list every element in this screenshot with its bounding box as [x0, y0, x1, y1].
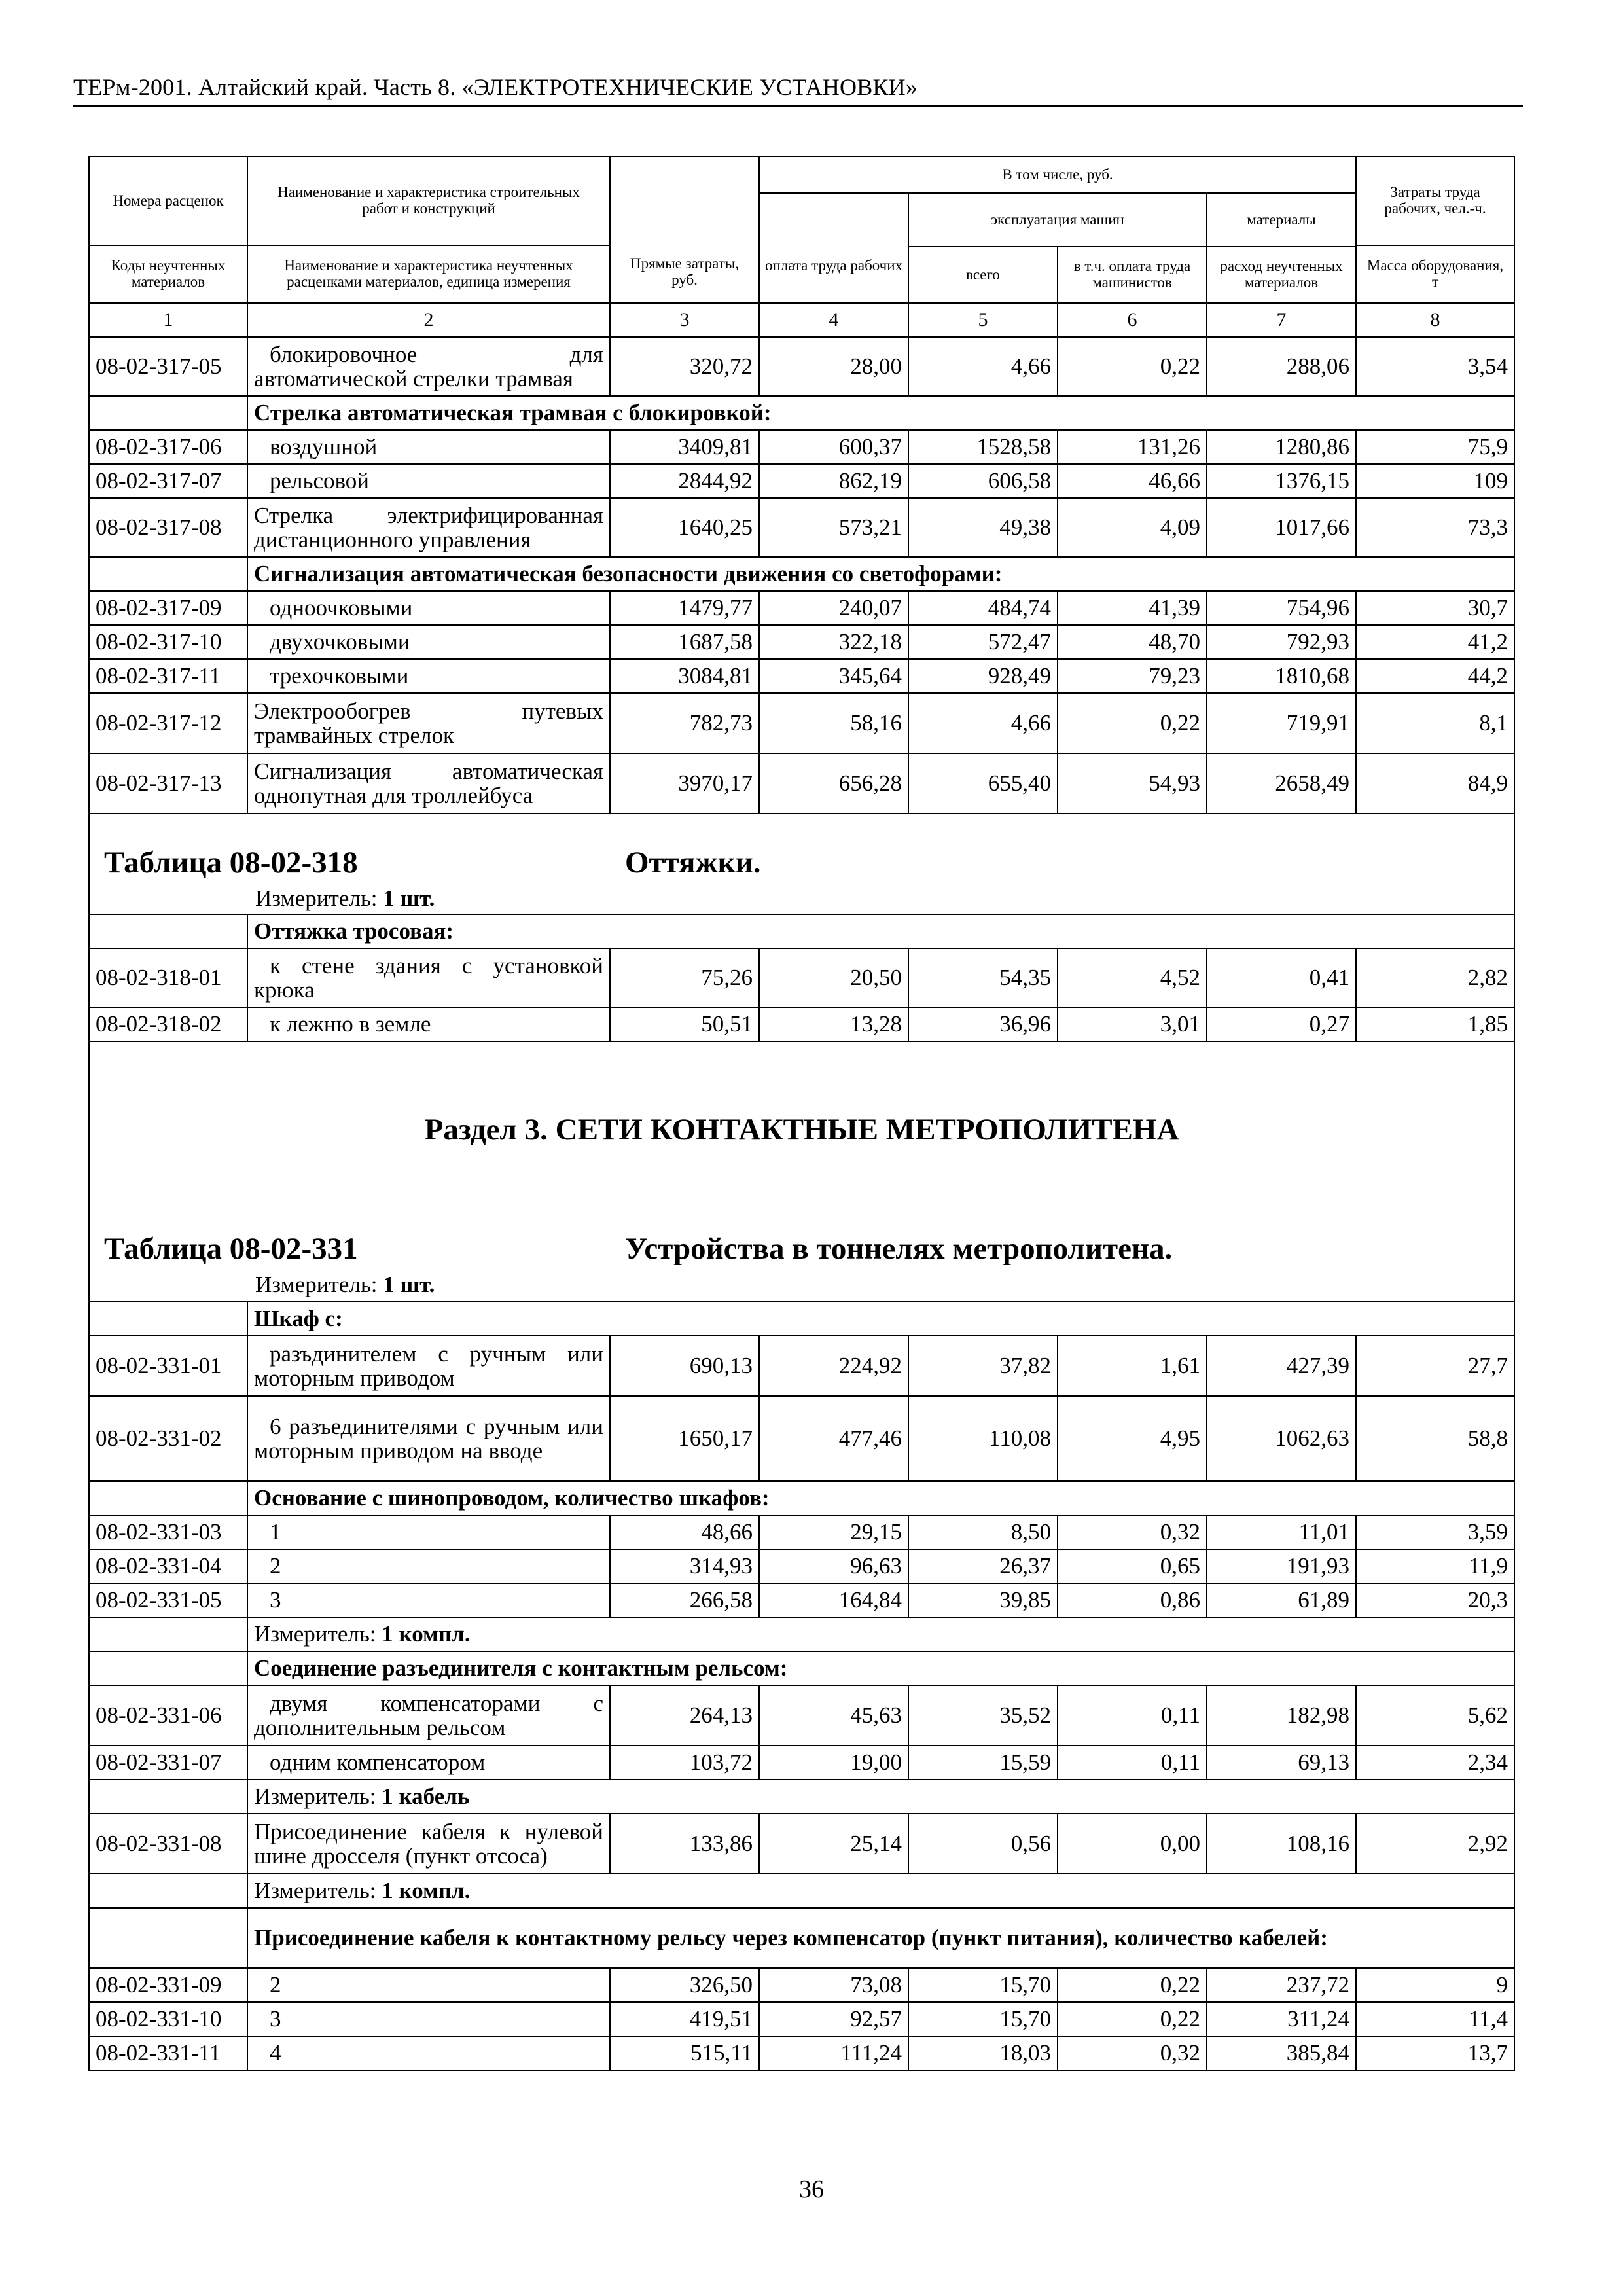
rate-description: рельсовой — [247, 464, 610, 498]
caption-spacer — [89, 1651, 247, 1685]
labor-pay: 862,19 — [759, 464, 908, 498]
materials: 2658,49 — [1207, 753, 1356, 814]
rate-description: 3 — [247, 2002, 610, 2036]
rate-description: трехочковыми — [247, 659, 610, 693]
unit-caption — [247, 1874, 1514, 1908]
direct-costs: 314,93 — [610, 1549, 759, 1583]
materials: 385,84 — [1207, 2036, 1356, 2070]
rate-code: 08-02-331-06 — [89, 1685, 247, 1746]
group-caption: Стрелка автоматическая трамвая с блокировкой: — [247, 396, 1514, 430]
labor-cost: 73,3 — [1356, 498, 1514, 557]
machines-total: 0,56 — [908, 1814, 1058, 1874]
direct-costs: 266,58 — [610, 1583, 759, 1617]
table-row — [89, 1396, 1514, 1481]
labor-cost: 3,59 — [1356, 1515, 1514, 1549]
table-318-number: Таблица 08-02-318 — [104, 846, 358, 880]
machines-total: 18,03 — [908, 2036, 1058, 2070]
machines-operators-pay: 4,52 — [1058, 948, 1207, 1007]
unit-value: 1 компл. — [382, 1878, 471, 1904]
direct-costs: 3409,81 — [610, 430, 759, 464]
machines-total: 15,70 — [908, 1968, 1058, 2002]
labor-pay: 477,46 — [759, 1396, 908, 1481]
rate-description: Стрелка электрифицированная дистанционного управления — [247, 498, 610, 557]
unit-label: Измеритель: — [254, 1878, 376, 1904]
rate-code: 08-02-331-07 — [89, 1746, 247, 1780]
direct-costs: 50,51 — [610, 1007, 759, 1041]
table-331-number: Таблица 08-02-331 — [104, 1232, 358, 1266]
labor-pay: 164,84 — [759, 1583, 908, 1617]
machines-total: 8,50 — [908, 1515, 1058, 1549]
labor-pay: 96,63 — [759, 1549, 908, 1583]
labor-cost: 75,9 — [1356, 430, 1514, 464]
table-331-unit — [255, 1272, 435, 1297]
machines-total: 39,85 — [908, 1583, 1058, 1617]
labor-cost: 3,54 — [1356, 337, 1514, 396]
materials: 69,13 — [1207, 1746, 1356, 1780]
labor-cost: 11,4 — [1356, 2002, 1514, 2036]
machines-operators-pay: 0,32 — [1058, 1515, 1207, 1549]
rate-description: Сигнализация автоматическая однопутная для троллейбуса — [247, 753, 610, 814]
unit-row — [89, 1874, 1514, 1908]
machines-operators-pay: 0,22 — [1058, 1968, 1207, 2002]
rate-description: 2 — [247, 1968, 610, 2002]
header-rule — [73, 105, 1523, 107]
rate-description: блокировочное для автоматической стрелки трамвая — [247, 337, 610, 396]
caption-row — [89, 1481, 1514, 1515]
machines-total: 54,35 — [908, 948, 1058, 1007]
table-row — [89, 1336, 1514, 1396]
labor-cost: 9 — [1356, 1968, 1514, 2002]
materials: 719,91 — [1207, 693, 1356, 753]
machines-operators-pay: 3,01 — [1058, 1007, 1207, 1041]
labor-cost: 84,9 — [1356, 753, 1514, 814]
rate-description: к стене здания с установкой крюка — [247, 948, 610, 1007]
labor-pay: 28,00 — [759, 337, 908, 396]
header-machines-total: всего — [908, 247, 1058, 303]
labor-cost: 1,85 — [1356, 1007, 1514, 1041]
direct-costs: 320,72 — [610, 337, 759, 396]
machines-operators-pay: 0,22 — [1058, 693, 1207, 753]
rate-description: одноочковыми — [247, 591, 610, 625]
rate-description: Присоединение кабеля к нулевой шине дросселя (пункт отсоса) — [247, 1814, 610, 1874]
machines-total: 36,96 — [908, 1007, 1058, 1041]
materials: 311,24 — [1207, 2002, 1356, 2036]
materials: 1062,63 — [1207, 1396, 1356, 1481]
col-number: 5 — [908, 303, 1058, 337]
labor-pay: 322,18 — [759, 625, 908, 659]
rate-code: 08-02-331-05 — [89, 1583, 247, 1617]
rate-code: 08-02-317-06 — [89, 430, 247, 464]
rate-description: двумя компенсаторами с дополнительным рельсом — [247, 1685, 610, 1746]
caption-spacer — [89, 1874, 247, 1908]
page-number: 36 — [799, 2176, 824, 2203]
labor-pay: 25,14 — [759, 1814, 908, 1874]
machines-operators-pay: 0,22 — [1058, 2002, 1207, 2036]
labor-pay: 240,07 — [759, 591, 908, 625]
table-row — [89, 498, 1514, 557]
rate-code: 08-02-317-10 — [89, 625, 247, 659]
group-caption: Присоединение кабеля к контактному рельсу через компенсатор (пункт питания), количество кабелей: — [247, 1908, 1514, 1968]
unit-caption — [247, 1617, 1514, 1651]
rate-code: 08-02-331-01 — [89, 1336, 247, 1396]
labor-pay: 224,92 — [759, 1336, 908, 1396]
table-row — [89, 693, 1514, 753]
header-labor-cost — [1356, 156, 1514, 303]
header-incl: В том числе, руб. — [759, 156, 1356, 193]
table-row — [89, 753, 1514, 814]
direct-costs: 690,13 — [610, 1336, 759, 1396]
machines-operators-pay: 4,09 — [1058, 498, 1207, 557]
caption-spacer — [89, 557, 247, 591]
labor-pay: 45,63 — [759, 1685, 908, 1746]
rate-description: одним компенсатором — [247, 1746, 610, 1780]
caption-row — [89, 396, 1514, 430]
rate-code: 08-02-317-12 — [89, 693, 247, 753]
machines-total: 484,74 — [908, 591, 1058, 625]
machines-operators-pay: 41,39 — [1058, 591, 1207, 625]
labor-cost: 41,2 — [1356, 625, 1514, 659]
table-row — [89, 625, 1514, 659]
header-direct-costs — [610, 156, 759, 303]
caption-row — [89, 1651, 1514, 1685]
materials: 108,16 — [1207, 1814, 1356, 1874]
labor-pay: 600,37 — [759, 430, 908, 464]
direct-costs: 3970,17 — [610, 753, 759, 814]
table-row — [89, 1746, 1514, 1780]
header-names — [247, 156, 610, 303]
unit-value: 1 шт. — [383, 886, 435, 911]
rate-description: 3 — [247, 1583, 610, 1617]
machines-total: 15,59 — [908, 1746, 1058, 1780]
col-number: 2 — [247, 303, 610, 337]
machines-operators-pay: 0,22 — [1058, 337, 1207, 396]
rate-description: двухочковыми — [247, 625, 610, 659]
materials: 1376,15 — [1207, 464, 1356, 498]
rate-code: 08-02-318-02 — [89, 1007, 247, 1041]
labor-cost: 13,7 — [1356, 2036, 1514, 2070]
table-row — [89, 1007, 1514, 1041]
rate-description: 4 — [247, 2036, 610, 2070]
rate-code: 08-02-331-11 — [89, 2036, 247, 2070]
rates-table — [88, 156, 1515, 2071]
table-row — [89, 2002, 1514, 2036]
machines-total: 1528,58 — [908, 430, 1058, 464]
machines-total: 4,66 — [908, 337, 1058, 396]
labor-pay: 13,28 — [759, 1007, 908, 1041]
rate-code: 08-02-331-04 — [89, 1549, 247, 1583]
table-row — [89, 591, 1514, 625]
rate-code: 08-02-317-08 — [89, 498, 247, 557]
group-caption: Сигнализация автоматическая безопасности движения со светофорами: — [247, 557, 1514, 591]
materials: 0,27 — [1207, 1007, 1356, 1041]
unit-value: 1 кабель — [382, 1784, 470, 1810]
caption-spacer — [89, 1908, 247, 1968]
table-row — [89, 1549, 1514, 1583]
header-col1-bottom: Коды неучтенных материалов — [111, 257, 226, 290]
rate-description: Электрообогрев путевых трамвайных стрелок — [247, 693, 610, 753]
materials: 11,01 — [1207, 1515, 1356, 1549]
materials: 237,72 — [1207, 1968, 1356, 2002]
machines-total: 49,38 — [908, 498, 1058, 557]
direct-costs: 3084,81 — [610, 659, 759, 693]
header-machines: эксплуатация машин — [908, 193, 1207, 247]
table-row — [89, 1814, 1514, 1874]
table-row — [89, 1515, 1514, 1549]
group-caption: Оттяжка тросовая: — [247, 914, 1514, 948]
machines-total: 4,66 — [908, 693, 1058, 753]
direct-costs: 264,13 — [610, 1685, 759, 1746]
header-labor-pay-text: оплата труда рабочих — [764, 257, 903, 274]
table-row — [89, 1685, 1514, 1746]
direct-costs: 326,50 — [610, 1968, 759, 2002]
machines-operators-pay: 0,11 — [1058, 1685, 1207, 1746]
machines-operators-pay: 131,26 — [1058, 430, 1207, 464]
machines-total: 606,58 — [908, 464, 1058, 498]
labor-cost: 2,92 — [1356, 1814, 1514, 1874]
materials: 1810,68 — [1207, 659, 1356, 693]
direct-costs: 75,26 — [610, 948, 759, 1007]
direct-costs: 1640,25 — [610, 498, 759, 557]
labor-pay: 573,21 — [759, 498, 908, 557]
materials: 427,39 — [1207, 1336, 1356, 1396]
direct-costs: 1479,77 — [610, 591, 759, 625]
rate-code: 08-02-317-09 — [89, 591, 247, 625]
col-number: 1 — [89, 303, 247, 337]
materials: 191,93 — [1207, 1549, 1356, 1583]
header-col1-top: Номера расценок — [90, 157, 247, 246]
rate-code: 08-02-331-09 — [89, 1968, 247, 2002]
machines-operators-pay: 1,61 — [1058, 1336, 1207, 1396]
caption-spacer — [89, 1780, 247, 1814]
unit-row — [89, 1617, 1514, 1651]
rate-code: 08-02-331-02 — [89, 1396, 247, 1481]
machines-operators-pay: 46,66 — [1058, 464, 1207, 498]
rate-code: 08-02-317-13 — [89, 753, 247, 814]
materials: 754,96 — [1207, 591, 1356, 625]
machines-operators-pay: 0,11 — [1058, 1746, 1207, 1780]
materials: 792,93 — [1207, 625, 1356, 659]
unit-label: Измеритель: — [255, 886, 378, 911]
table-row — [89, 2036, 1514, 2070]
unit-caption — [247, 1780, 1514, 1814]
labor-cost: 8,1 — [1356, 693, 1514, 753]
labor-cost: 58,8 — [1356, 1396, 1514, 1481]
machines-operators-pay: 0,32 — [1058, 2036, 1207, 2070]
col-number: 3 — [610, 303, 759, 337]
unit-row — [89, 1780, 1514, 1814]
header-labor-cost-text: Затраты труда рабочих, чел.-ч. — [1357, 157, 1514, 246]
rate-code: 08-02-317-05 — [89, 337, 247, 396]
machines-total: 35,52 — [908, 1685, 1058, 1746]
machines-total: 26,37 — [908, 1549, 1058, 1583]
running-head: ТЕРм-2001. Алтайский край. Часть 8. «ЭЛЕКТРОТЕХНИЧЕСКИЕ УСТАНОВКИ» — [73, 74, 918, 100]
table-row — [89, 337, 1514, 396]
rate-description: к лежню в земле — [247, 1007, 610, 1041]
direct-costs: 1650,17 — [610, 1396, 759, 1481]
table-318-name: Оттяжки. — [625, 846, 761, 880]
machines-operators-pay: 54,93 — [1058, 753, 1207, 814]
labor-pay: 20,50 — [759, 948, 908, 1007]
table-title-row — [89, 814, 1514, 914]
direct-costs: 133,86 — [610, 1814, 759, 1874]
direct-costs: 515,11 — [610, 2036, 759, 2070]
materials: 0,41 — [1207, 948, 1356, 1007]
labor-pay: 19,00 — [759, 1746, 908, 1780]
rate-description: воздушной — [247, 430, 610, 464]
unit-label: Измеритель: — [254, 1621, 376, 1647]
labor-cost: 30,7 — [1356, 591, 1514, 625]
caption-row — [89, 1302, 1514, 1336]
machines-total: 110,08 — [908, 1396, 1058, 1481]
caption-row — [89, 914, 1514, 948]
labor-cost: 27,7 — [1356, 1336, 1514, 1396]
labor-cost: 2,82 — [1356, 948, 1514, 1007]
header-mass-text: Масса оборудования, т — [1366, 257, 1504, 290]
rate-description: 6 разъединителями с ручным или моторным приводом на вводе — [247, 1396, 610, 1481]
caption-spacer — [89, 1617, 247, 1651]
labor-cost: 2,34 — [1356, 1746, 1514, 1780]
unit-label: Измеритель: — [254, 1784, 376, 1810]
rate-description: 1 — [247, 1515, 610, 1549]
direct-costs: 48,66 — [610, 1515, 759, 1549]
header-codes — [89, 156, 247, 303]
col-number: 6 — [1058, 303, 1207, 337]
header-materials-bottom: расход неучтенных материалов — [1207, 247, 1356, 303]
direct-costs: 2844,92 — [610, 464, 759, 498]
table-318-unit — [255, 886, 435, 910]
labor-pay: 111,24 — [759, 2036, 908, 2070]
labor-pay: 656,28 — [759, 753, 908, 814]
group-caption: Соединение разъединителя с контактным рельсом: — [247, 1651, 1514, 1685]
rate-code: 08-02-331-08 — [89, 1814, 247, 1874]
caption-spacer — [89, 1481, 247, 1515]
table-row — [89, 1968, 1514, 2002]
labor-pay: 92,57 — [759, 2002, 908, 2036]
labor-cost: 44,2 — [1356, 659, 1514, 693]
labor-cost: 11,9 — [1356, 1549, 1514, 1583]
header-direct-costs-text: Прямые затраты, руб. — [630, 255, 740, 288]
caption-row — [89, 1908, 1514, 1968]
section-title-cell — [89, 1041, 1514, 1302]
machines-total: 655,40 — [908, 753, 1058, 814]
table-row — [89, 948, 1514, 1007]
rate-code: 08-02-317-11 — [89, 659, 247, 693]
labor-cost: 109 — [1356, 464, 1514, 498]
materials: 61,89 — [1207, 1583, 1356, 1617]
direct-costs: 1687,58 — [610, 625, 759, 659]
rate-code: 08-02-318-01 — [89, 948, 247, 1007]
header-col2-top: Наименование и характеристика строительных работ и конструкций — [248, 157, 609, 246]
col-number: 4 — [759, 303, 908, 337]
rate-description: разъдинителем с ручным или моторным приводом — [247, 1336, 610, 1396]
rate-code: 08-02-317-07 — [89, 464, 247, 498]
header-machines-incl: в т.ч. оплата труда машинистов — [1058, 247, 1207, 303]
unit-label: Измеритель: — [255, 1272, 378, 1297]
materials: 288,06 — [1207, 337, 1356, 396]
unit-value: 1 шт. — [383, 1272, 435, 1297]
materials: 182,98 — [1207, 1685, 1356, 1746]
section-title: Раздел 3. СЕТИ КОНТАКТНЫЕ МЕТРОПОЛИТЕНА — [424, 1113, 1179, 1147]
materials: 1280,86 — [1207, 430, 1356, 464]
table-row — [89, 430, 1514, 464]
rate-code: 08-02-331-03 — [89, 1515, 247, 1549]
header-labor-pay — [759, 193, 908, 303]
machines-operators-pay: 0,65 — [1058, 1549, 1207, 1583]
labor-pay: 58,16 — [759, 693, 908, 753]
table-row — [89, 659, 1514, 693]
group-caption: Основание с шинопроводом, количество шкафов: — [247, 1481, 1514, 1515]
caption-spacer — [89, 914, 247, 948]
machines-operators-pay: 48,70 — [1058, 625, 1207, 659]
table-318-title-cell — [89, 814, 1514, 914]
direct-costs: 419,51 — [610, 2002, 759, 2036]
caption-spacer — [89, 1302, 247, 1336]
caption-spacer — [89, 396, 247, 430]
table-331-name: Устройства в тоннелях метрополитена. — [625, 1232, 1173, 1266]
section-title-row — [89, 1041, 1514, 1302]
col-number: 7 — [1207, 303, 1356, 337]
rate-code: 08-02-331-10 — [89, 2002, 247, 2036]
header-materials: материалы — [1207, 193, 1356, 247]
labor-cost: 20,3 — [1356, 1583, 1514, 1617]
header-col2-bottom: Наименование и характеристика неучтенных расценками материалов, единица измерения — [284, 257, 573, 290]
unit-value: 1 компл. — [382, 1621, 471, 1647]
col-number: 8 — [1356, 303, 1514, 337]
labor-pay: 345,64 — [759, 659, 908, 693]
caption-row — [89, 557, 1514, 591]
machines-operators-pay: 0,00 — [1058, 1814, 1207, 1874]
machines-total: 572,47 — [908, 625, 1058, 659]
direct-costs: 103,72 — [610, 1746, 759, 1780]
labor-pay: 73,08 — [759, 1968, 908, 2002]
machines-operators-pay: 4,95 — [1058, 1396, 1207, 1481]
labor-cost: 5,62 — [1356, 1685, 1514, 1746]
group-caption: Шкаф с: — [247, 1302, 1514, 1336]
machines-total: 928,49 — [908, 659, 1058, 693]
materials: 1017,66 — [1207, 498, 1356, 557]
rate-description: 2 — [247, 1549, 610, 1583]
machines-total: 15,70 — [908, 2002, 1058, 2036]
machines-operators-pay: 0,86 — [1058, 1583, 1207, 1617]
machines-total: 37,82 — [908, 1336, 1058, 1396]
direct-costs: 782,73 — [610, 693, 759, 753]
table-row — [89, 1583, 1514, 1617]
table-row — [89, 464, 1514, 498]
machines-operators-pay: 79,23 — [1058, 659, 1207, 693]
labor-pay: 29,15 — [759, 1515, 908, 1549]
